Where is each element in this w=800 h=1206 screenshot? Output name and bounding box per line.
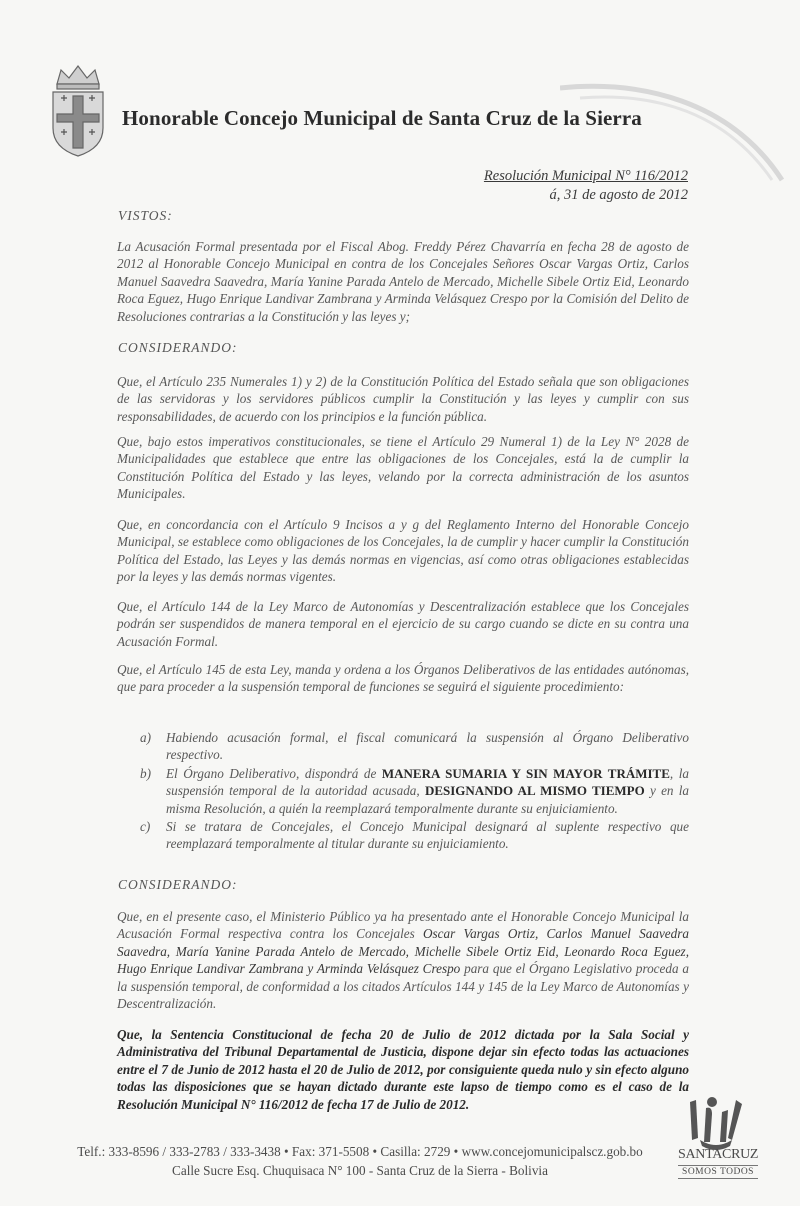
- institution-title: Honorable Concejo Municipal de Santa Cruz de la Sierra: [122, 106, 642, 130]
- logo-tagline: SOMOS TODOS: [678, 1165, 758, 1179]
- resolution-number: Resolución Municipal N° 116/2012: [483, 168, 688, 184]
- considerando-paragraph-2: Que, bajo estos imperativos constitucionales, se tiene el Artículo 29 Numeral 1) de la Ley N° 2028 de Municipalidades que establece que entre las obligaciones de los Concejales, está la de cumplir la Constitución Política del Estado y las leyes, velando por la correcta administración de los asuntos Municipales.: [117, 434, 689, 502]
- list-marker: b): [140, 765, 151, 781]
- list-item-text: Habiendo acusación formal, el fiscal comunicará la suspensión al Órgano Deliberativo respectivo.: [166, 730, 689, 763]
- logo-wordmark: SANTACRUZ: [678, 1147, 759, 1162]
- coat-of-arms-icon: [47, 62, 109, 160]
- list-item-text: , la suspensión temporal de la autoridad acusada,: [166, 765, 690, 799]
- resolution-date: á, 31 de agosto de 2012: [549, 187, 688, 203]
- list-marker: c): [140, 819, 151, 835]
- emphasis-text: MANERA SUMARIA Y SIN MAYOR TRÁMITE: [381, 765, 670, 781]
- procedure-list: [140, 729, 689, 854]
- list-item: [140, 729, 689, 764]
- footer-address-line: Calle Sucre Esq. Chuquisaca N° 100 - Santa Cruz de la Sierra - Bolivia: [172, 1163, 548, 1178]
- list-item-text: Si se tratara de Concejales, el Concejo Municipal designará al suplente respectivo que reemplazará temporalmente al titular durante su enjuiciamiento.: [166, 819, 689, 852]
- list-item: [140, 765, 689, 817]
- considerando-paragraph-4: Que, el Artículo 144 de la Ley Marco de Autonomías y Descentralización establece que los Concejales podrán ser suspendidos de manera temporal en el ejercicio de su cargo cuando se dicte en su contra una Acusación Formal.: [117, 599, 689, 649]
- footer-phone-line: Telf.: 333-8596 / 333-2783 / 333-3438 • Fax: 371-5508 • Casilla: 2729 • www.concejomunicipalscz.gob.bo: [77, 1144, 643, 1159]
- considerando2-paragraph-1: [117, 908, 689, 1012]
- considerando-paragraph-1: Que, el Artículo 235 Numerales 1) y 2) de la Constitución Política del Estado señala que son obligaciones de las servidoras y los servidores públicos cumplir la Constitución y las leyes y cumplir con sus responsabilidades, de acuerdo con los principios e la función pública.: [117, 374, 689, 424]
- emphasis-text: DESIGNANDO AL MISMO TIEMPO: [424, 783, 645, 799]
- considerando2-paragraph-2: Que, la Sentencia Constitucional de fecha 20 de Julio de 2012 dictada por la Sala Social y Administrativa del Tribunal Departamental de Justicia, dispone dejar sin efecto todas las actuaciones entre el 7 de Junio de 2012 hasta el 20 de Julio de 2012, por consiguiente queda nulo y sin efecto alguno todas las disposiciones que se hayan dictado durante este lapso de tiempo como es el caso de la Resolución Municipal N° 116/2012 de fecha 17 de Julio de 2012.: [117, 1027, 689, 1112]
- considerando-paragraph-3: Que, en concordancia con el Artículo 9 Incisos a y g del Reglamento Interno del Honorable Concejo Municipal, se establece como obligaciones de los Concejales, la de cumplir y hacer cumplir la Constitución Política del Estado, las Leyes y las demás normas en vigencias, así como otras obligaciones establecidas por la leyes y las demás normas vigentes.: [117, 517, 689, 585]
- vistos-heading: VISTOS:: [118, 208, 173, 223]
- considerando-heading-1: CONSIDERANDO:: [118, 340, 238, 355]
- vistos-paragraph: La Acusación Formal presentada por el Fiscal Abog. Freddy Pérez Chavarría en fecha 28 de agosto de 2012 al Honorable Concejo Municipal en contra de los Concejales Señores Oscar Vargas Ortiz, Carlos Manuel Saavedra Saavedra, María Yanine Parada Antelo de Mercado, Michelle Sibele Ortiz Eid, Leonardo Roca Eguez, Hugo Enrique Landivar Zambrana y Arminda Velásquez Crespo por la Comisión del Delito de Resoluciones contrarias a la Constitución y las leyes y;: [117, 239, 689, 324]
- considerando-heading-2: CONSIDERANDO:: [118, 877, 238, 892]
- list-item: [140, 818, 689, 853]
- list-item-text: y en la misma Resolución, a quién la reemplazará temporalmente durante su enjuiciamiento.: [166, 783, 690, 816]
- considerando-paragraph-5: Que, el Artículo 145 de esta Ley, manda y ordena a los Órganos Deliberativos de las entidades autónomas, que para proceder a la suspensión temporal de funciones se seguirá el siguiente procedimiento:: [117, 662, 689, 695]
- accused-names: Oscar Vargas Ortiz, Carlos Manuel Saavedra Saavedra, María Yanine Parada Antelo de Mercado, Michelle Sibele Ortiz Eid, Leonardo Roca Eguez, Hugo Enrique Landivar Zambrana y Arminda Velásquez Crespo: [117, 926, 689, 977]
- resolution-header: [484, 167, 688, 205]
- list-item-text: El Órgano Deliberativo, dispondrá de: [166, 765, 377, 781]
- paragraph-text: Que, en el presente caso, el Ministerio Público ya ha presentado ante el Honorable Concejo Municipal la Acusación Formal respectiva contra los Concejales: [117, 909, 689, 942]
- footer-contact: [40, 1142, 680, 1180]
- list-marker: a): [140, 730, 151, 745]
- paragraph-text: para que el Órgano Legislativo proceda a la suspensión temporal, de conformidad a los citados Artículos 144 y 145 de la Ley Marco de Autonomías y Descentralización.: [117, 961, 689, 1012]
